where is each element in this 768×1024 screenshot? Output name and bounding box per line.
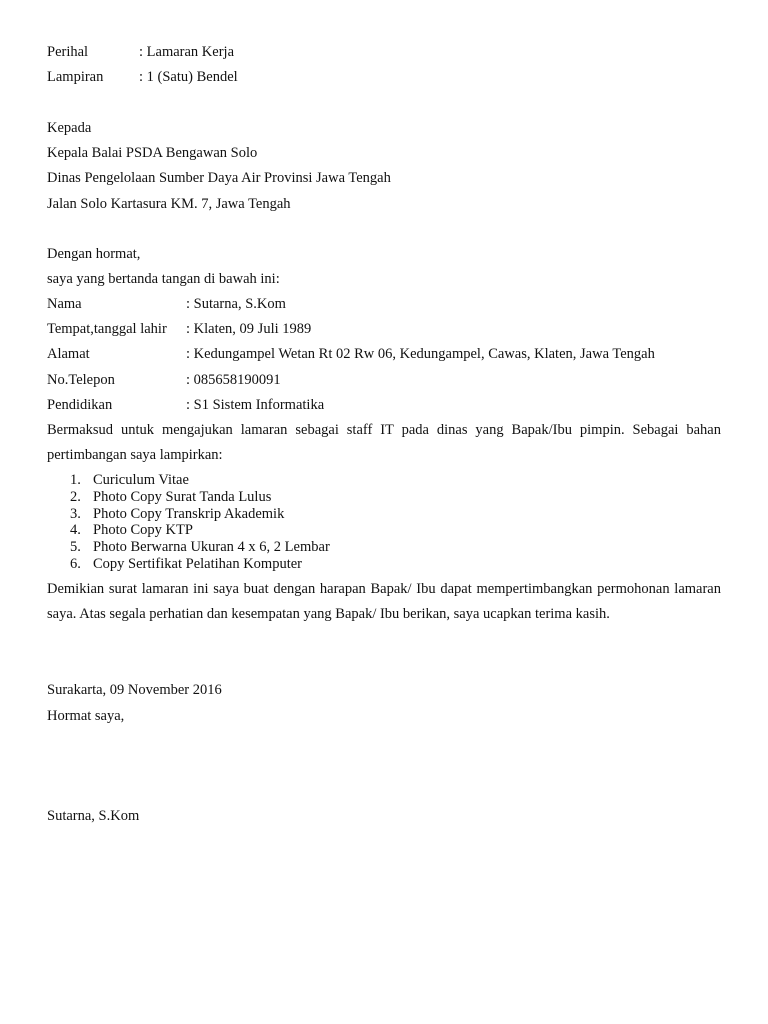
identity-row — [47, 347, 655, 362]
identity-value: : 085658190091 — [186, 372, 281, 388]
intro: saya yang bertanda tangan di bawah ini: — [47, 271, 280, 287]
recipient-kepada: Kepada — [47, 120, 92, 136]
list-text: Copy Sertifikat Pelatihan Komputer — [93, 556, 303, 572]
identity-label: Pendidikan — [47, 397, 113, 413]
list-item — [70, 490, 271, 505]
list-item — [70, 523, 193, 538]
list-item — [70, 557, 302, 572]
identity-label: No.Telepon — [47, 372, 115, 388]
list-number: 2. — [70, 489, 81, 505]
lampiran-row — [47, 70, 238, 85]
identity-value: : Kedungampel Wetan Rt 02 Rw 06, Kedungampel, Cawas, Klaten, Jawa Tengah — [186, 346, 655, 362]
list-text: Photo Copy Transkrip Akademik — [93, 506, 285, 522]
place-date: Surakarta, 09 November 2016 — [47, 682, 222, 698]
purpose-paragraph: Bermaksud untuk mengajukan lamaran sebagai staff IT pada dinas yang Bapak/Ibu pimpin. Sebagai bahan pertimbangan saya lampirkan: — [47, 422, 721, 463]
perihal-row — [47, 45, 234, 60]
list-number: 1. — [70, 472, 81, 488]
perihal-value: : Lamaran Kerja — [139, 44, 235, 60]
identity-row — [47, 398, 324, 413]
list-item — [70, 473, 189, 488]
list-number: 6. — [70, 556, 81, 572]
list-text: Curiculum Vitae — [93, 472, 189, 488]
list-item — [70, 540, 330, 555]
lampiran-value: : 1 (Satu) Bendel — [139, 69, 238, 85]
identity-label: Tempat,tanggal lahir — [47, 321, 167, 337]
recipient-line-3: Jalan Solo Kartasura KM. 7, Jawa Tengah — [47, 196, 291, 212]
recipient-line-2: Dinas Pengelolaan Sumber Daya Air Provinsi Jawa Tengah — [47, 170, 391, 186]
sign-off: Hormat saya, — [47, 708, 125, 724]
greeting: Dengan hormat, — [47, 246, 141, 262]
list-number: 4. — [70, 522, 81, 538]
list-text: Photo Copy KTP — [93, 522, 193, 538]
identity-label: Nama — [47, 296, 82, 312]
identity-row — [47, 322, 311, 337]
identity-row — [47, 373, 281, 388]
recipient-line-1: Kepala Balai PSDA Bengawan Solo — [47, 145, 258, 161]
list-item — [70, 507, 284, 522]
lampiran-label: Lampiran — [47, 69, 104, 85]
closing-paragraph: Demikian surat lamaran ini saya buat dengan harapan Bapak/ Ibu dapat mempertimbangkan permohonan lamaran saya. Atas segala perhatian dan kesempatan yang Bapak/ Ibu berikan, saya ucapkan terima kasih. — [47, 581, 721, 622]
identity-value: : Sutarna, S.Kom — [186, 296, 286, 312]
identity-value: : Klaten, 09 Juli 1989 — [186, 321, 312, 337]
list-number: 5. — [70, 539, 81, 555]
perihal-label: Perihal — [47, 44, 89, 60]
list-text: Photo Copy Surat Tanda Lulus — [93, 489, 272, 505]
identity-label: Alamat — [47, 346, 90, 362]
identity-value: : S1 Sistem Informatika — [186, 397, 325, 413]
list-text: Photo Berwarna Ukuran 4 x 6, 2 Lembar — [93, 539, 330, 555]
identity-row — [47, 297, 286, 312]
list-number: 3. — [70, 506, 81, 522]
signature-name: Sutarna, S.Kom — [47, 808, 140, 824]
